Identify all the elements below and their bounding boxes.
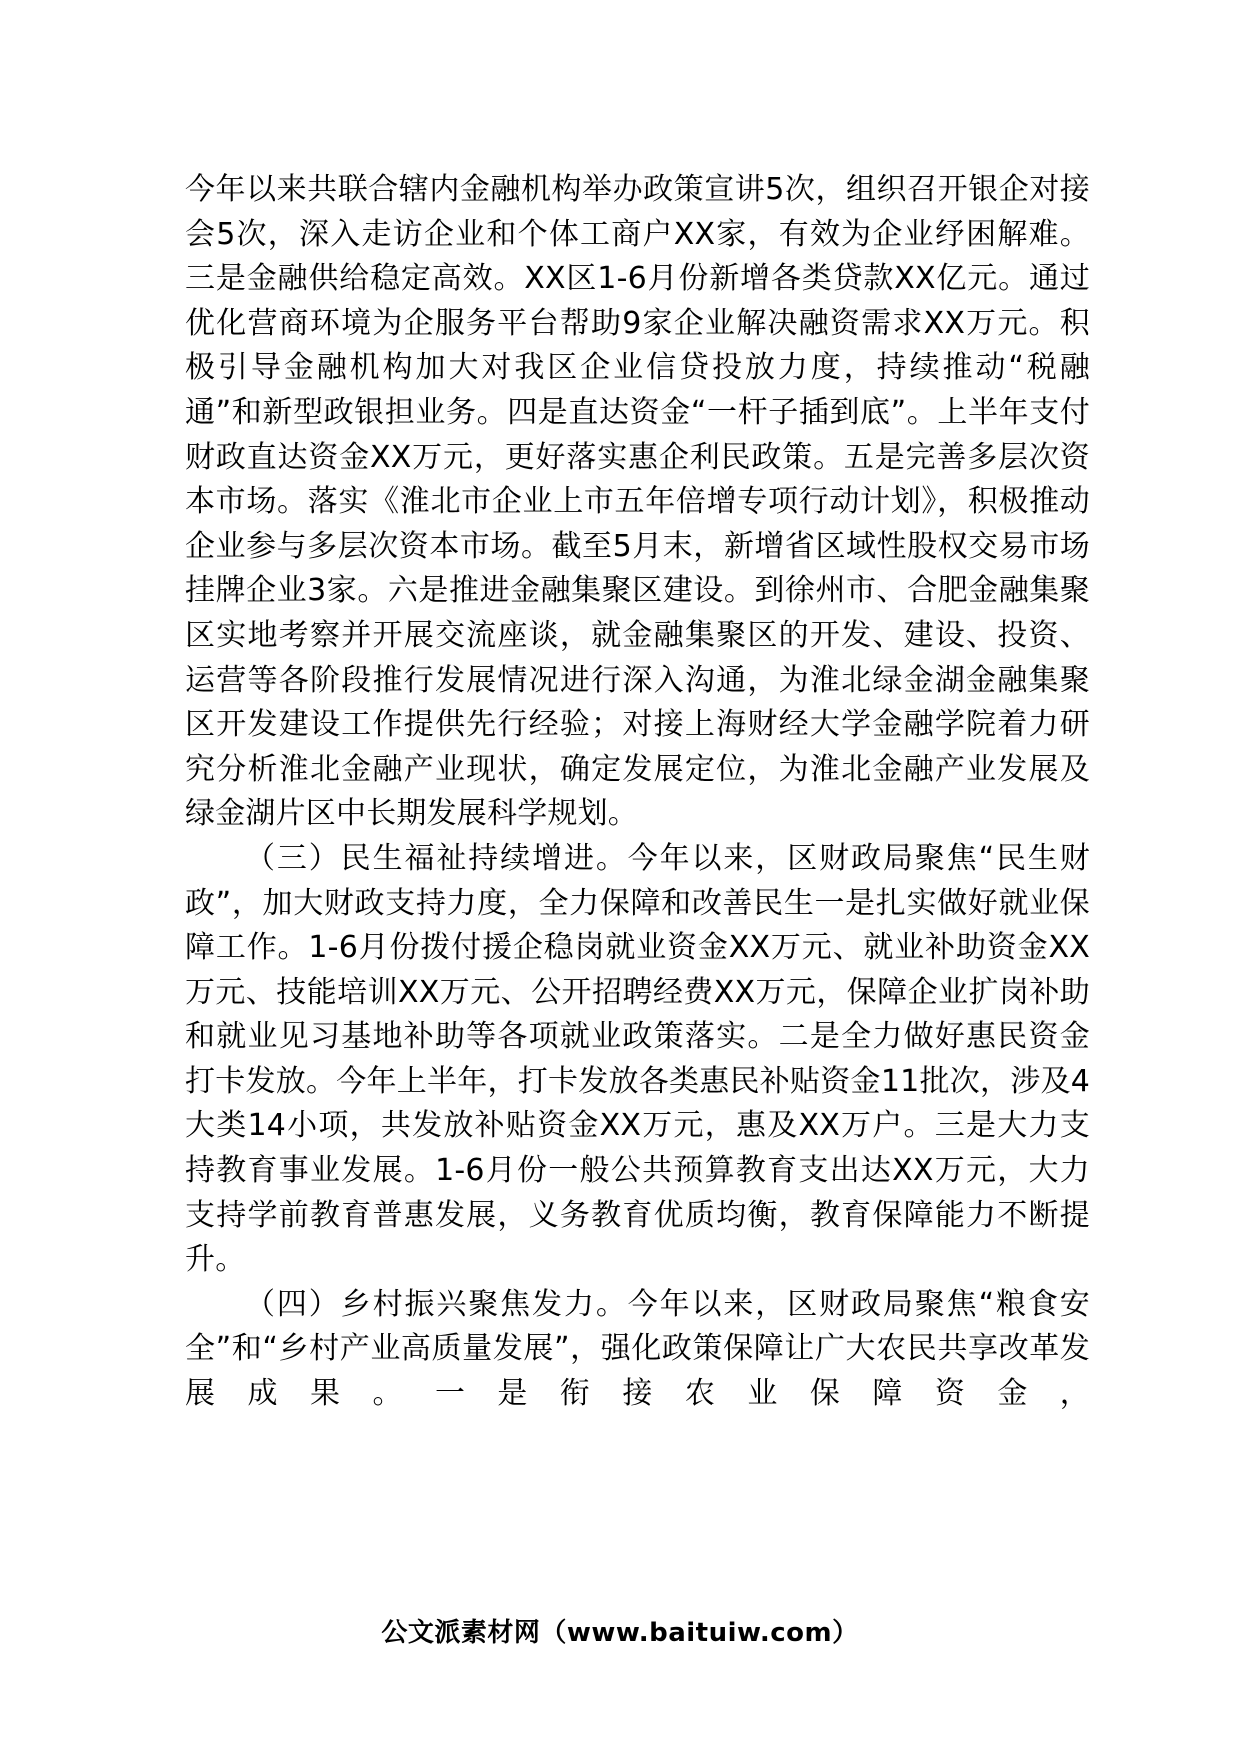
paragraph-livelihood: （三）民生福祉持续增进。今年以来，区财政局聚焦“民生财政”，加大财政支持力度，全力保障和改善民生一是扎实做好就业保障工作。1-6月份拨付援企稳岗就业资金XX万元、就业补助资金XX万元、技能培训XX万元、公开招聘经费XX万元，保障企业扩岗补助和就业见习基地补助等各项就业政策落实。二是全力做好惠民资金打卡发放。今年上半年，打卡发放各类惠民补贴资金11批次，涉及4大类14小项，共发放补贴资金XX万元，惠及XX万户。三是大力支持教育事业发展。1-6月份一般公共预算教育支出达XX万元，大力支持学前教育普惠发展，义务教育优质均衡，教育保障能力不断提升。 bbox=[185, 840, 1090, 1278]
footer-watermark: 公文派素材网（www.baituiw.com） bbox=[381, 1618, 859, 1648]
paragraph-finance-services: 今年以来共联合辖内金融机构举办政策宣讲5次，组织召开银企对接会5次，深入走访企业和个体工商户XX家，有效为企业纾困解难。三是金融供给稳定高效。XX区1-6月份新增各类贷款XX亿元。通过优化营商环境为企服务平台帮助9家企业解决融资需求XX万元。积极引导金融机构加大对我区企业信贷投放力度，持续推动“税融通”和新型政银担业务。四是直达资金“一杆子插到底”。上半年支付财政直达资金XX万元，更好落实惠企利民政策。五是完善多层次资本市场。落实《淮北市企业上市五年倍增专项行动计划》，积极推动企业参与多层次资本市场。截至5月末，新增省区域性股权交易市场挂牌企业3家。六是推进金融集聚区建设。到徐州市、合肥金融集聚区实地考察并开展交流座谈，就金融集聚区的开发、建设、投资、运营等各阶段推行发展情况进行深入沟通，为淮北绿金湖金融集聚区开发建设工作提供先行经验；对接上海财经大学金融学院着力研究分析淮北金融产业现状，确定发展定位，为淮北金融产业发展及绿金湖片区中长期发展科学规划。 bbox=[185, 172, 1090, 832]
document-body bbox=[185, 168, 1090, 1417]
paragraph-rural-revitalization: （四）乡村振兴聚焦发力。今年以来，区财政局聚焦“粮食安全”和“乡村产业高质量发展”，强化政策保障让广大农民共享改革发展成果。一是衔接农业保障资金， bbox=[185, 1286, 1090, 1412]
